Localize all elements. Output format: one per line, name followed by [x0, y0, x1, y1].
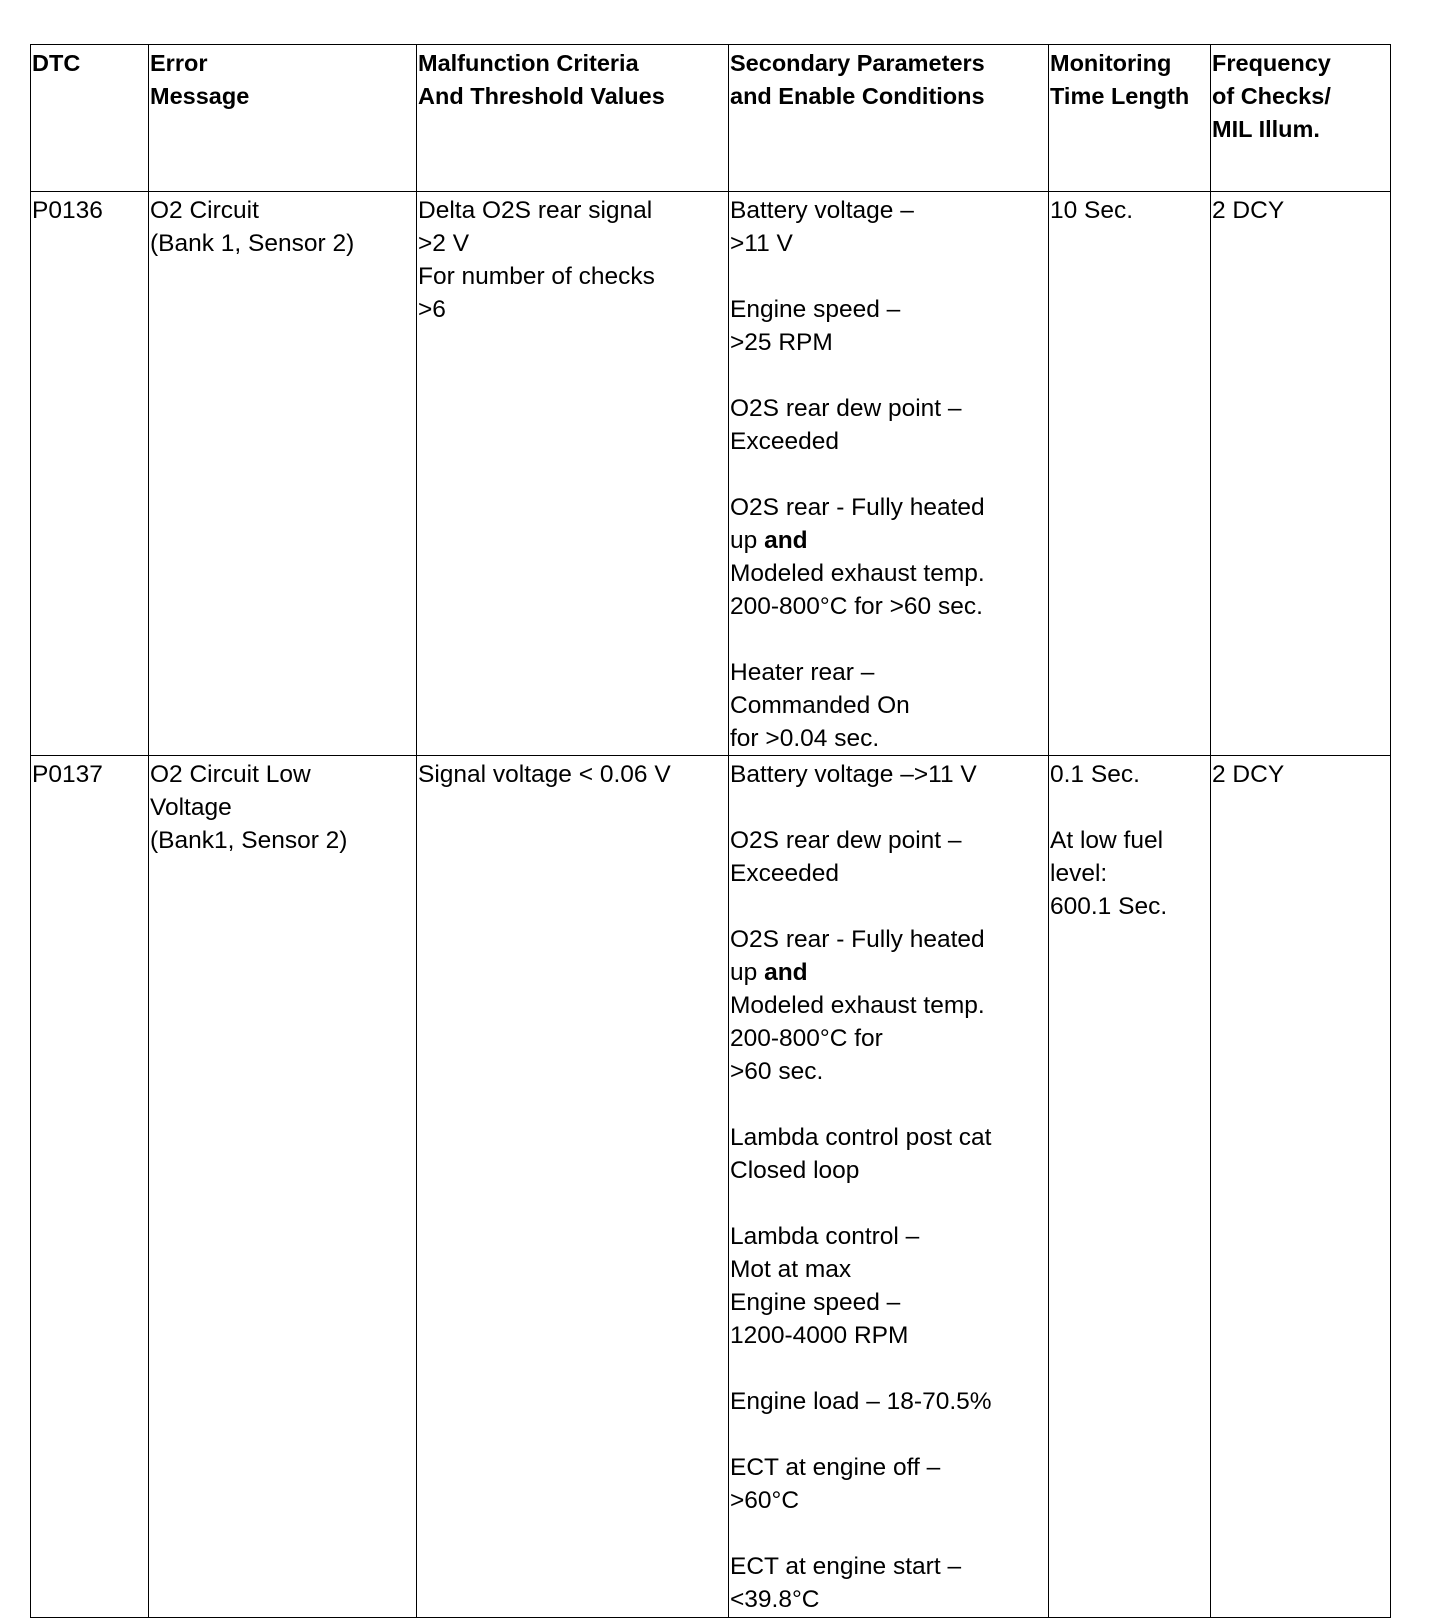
header-text-line: Message [150, 83, 250, 109]
cell-monitoring-time [1049, 192, 1211, 756]
header-text-line: Malfunction Criteria [418, 50, 639, 76]
header-text-line: Error [150, 50, 208, 76]
header-dtc-text: DTC [32, 50, 81, 76]
criteria-line: Delta O2S rear signal [418, 197, 653, 224]
spacer [730, 458, 1047, 491]
param-line: Lambda control – [730, 1223, 920, 1250]
param-line: Commanded On [730, 692, 910, 719]
param-line: Lambda control post cat [730, 1124, 992, 1151]
cell-secondary-parameters [729, 192, 1049, 756]
error-message-line: O2 Circuit [150, 197, 259, 224]
table-row-p0137 [31, 756, 1391, 1618]
param-line: O2S rear dew point – [730, 827, 962, 854]
param-line: 1200-4000 RPM [730, 1322, 909, 1349]
header-malfunction-criteria [417, 45, 729, 192]
spacer [730, 623, 1047, 656]
param-line: >60°C [730, 1487, 800, 1514]
spacer [730, 260, 1047, 293]
param-line [730, 524, 1047, 557]
criteria-line: Signal voltage < 0.06 V [418, 761, 671, 788]
param-line: for >0.04 sec. [730, 725, 880, 752]
param-line [730, 956, 1047, 989]
spacer [730, 1088, 1047, 1121]
param-line: >60 sec. [730, 1058, 824, 1085]
param-line: 200-800°C for [730, 1025, 883, 1052]
header-dtc [31, 45, 149, 192]
param-text: up [730, 959, 758, 986]
spacer [730, 791, 1047, 824]
spacer [1050, 791, 1209, 824]
param-line: Engine load – 18-70.5% [730, 1388, 992, 1415]
spacer [730, 1517, 1047, 1550]
param-text: up [730, 527, 758, 554]
table-row-p0136 [31, 192, 1391, 756]
param-line: Modeled exhaust temp. [730, 992, 985, 1019]
criteria-line: >6 [418, 296, 446, 323]
param-line: Heater rear – [730, 659, 875, 686]
header-secondary-parameters [729, 45, 1049, 192]
header-monitoring-time [1049, 45, 1211, 192]
cell-dtc [31, 756, 149, 1618]
param-line: Mot at max [730, 1256, 852, 1283]
param-line: Modeled exhaust temp. [730, 560, 985, 587]
header-text-line: Time Length [1050, 83, 1190, 109]
monitoring-time-line: 600.1 Sec. [1050, 893, 1168, 920]
cell-frequency [1211, 756, 1391, 1618]
monitoring-time-value: 0.1 Sec. [1050, 761, 1140, 788]
param-line: O2S rear - Fully heated [730, 926, 985, 953]
monitoring-time-line: level: [1050, 860, 1108, 887]
cell-malfunction-criteria [417, 756, 729, 1618]
monitoring-time-line: At low fuel [1050, 827, 1164, 854]
header-text-line: Secondary Parameters [730, 50, 985, 76]
header-text-line: Monitoring [1050, 50, 1172, 76]
frequency-value: 2 DCY [1212, 761, 1285, 788]
param-line: Exceeded [730, 860, 839, 887]
param-line: ECT at engine off – [730, 1454, 941, 1481]
param-line: Exceeded [730, 428, 839, 455]
param-line: Closed loop [730, 1157, 860, 1184]
header-text-line: MIL Illum. [1212, 116, 1320, 142]
spacer [730, 1352, 1047, 1385]
error-message-line: Voltage [150, 794, 232, 821]
cell-malfunction-criteria [417, 192, 729, 756]
cell-dtc [31, 192, 149, 756]
header-row [31, 45, 1391, 192]
param-line: O2S rear - Fully heated [730, 494, 985, 521]
monitoring-time-value: 10 Sec. [1050, 197, 1134, 224]
criteria-line: >2 V [418, 230, 470, 257]
param-and: and [764, 959, 808, 986]
header-text-line: of Checks/ [1212, 83, 1331, 109]
param-line: >11 V [730, 230, 793, 257]
param-line: Battery voltage – [730, 197, 914, 224]
dtc-code: P0136 [32, 197, 103, 224]
spacer [730, 1418, 1047, 1451]
header-text-line: And Threshold Values [418, 83, 665, 109]
param-and: and [764, 527, 808, 554]
criteria-line: For number of checks [418, 263, 655, 290]
cell-frequency [1211, 192, 1391, 756]
param-line: Battery voltage –>11 V [730, 761, 977, 788]
cell-error-message [149, 192, 417, 756]
cell-secondary-parameters [729, 756, 1049, 1618]
param-line: >25 RPM [730, 329, 833, 356]
spacer [730, 1187, 1047, 1220]
header-error-message [149, 45, 417, 192]
header-text-line: and Enable Conditions [730, 83, 985, 109]
cell-monitoring-time [1049, 756, 1211, 1618]
spacer [730, 890, 1047, 923]
frequency-value: 2 DCY [1212, 197, 1285, 224]
param-line: 200-800°C for >60 sec. [730, 593, 983, 620]
error-message-line: (Bank1, Sensor 2) [150, 827, 348, 854]
cell-error-message [149, 756, 417, 1618]
error-message-line: (Bank 1, Sensor 2) [150, 230, 355, 257]
spacer [730, 359, 1047, 392]
header-text-line: Frequency [1212, 50, 1331, 76]
param-line: <39.8°C [730, 1586, 820, 1613]
param-line: ECT at engine start – [730, 1553, 962, 1580]
dtc-code: P0137 [32, 761, 103, 788]
param-line: O2S rear dew point – [730, 395, 962, 422]
header-frequency [1211, 45, 1391, 192]
param-line: Engine speed – [730, 1289, 901, 1316]
error-message-line: O2 Circuit Low [150, 761, 311, 788]
param-line: Engine speed – [730, 296, 901, 323]
dtc-table [30, 44, 1391, 1618]
